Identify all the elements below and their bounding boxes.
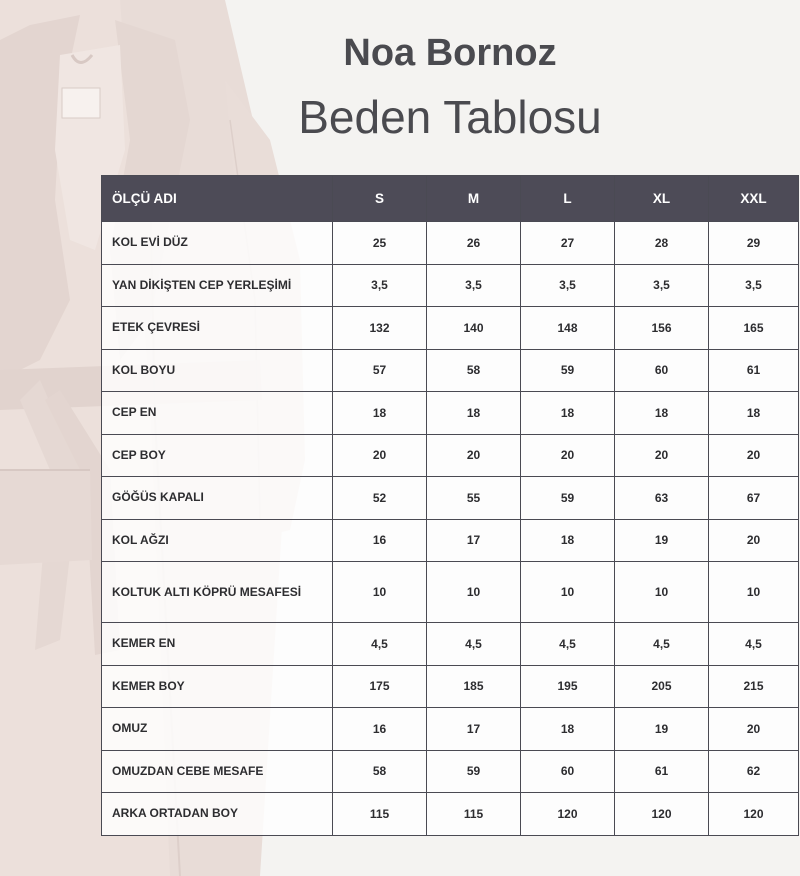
table-row <box>102 477 799 520</box>
table-cell: 63 <box>615 477 709 520</box>
table-cell: 58 <box>427 349 521 392</box>
table-cell: 4,5 <box>333 623 427 666</box>
table-cell: 148 <box>521 307 615 350</box>
table-cell: 55 <box>427 477 521 520</box>
table-cell: 3,5 <box>521 264 615 307</box>
table-cell: 205 <box>615 665 709 708</box>
table-cell: 18 <box>709 392 799 435</box>
table-cell: 20 <box>615 434 709 477</box>
column-header: M <box>427 176 521 222</box>
table-row <box>102 434 799 477</box>
table-cell: 165 <box>709 307 799 350</box>
table-cell: 3,5 <box>333 264 427 307</box>
table-cell: 115 <box>427 793 521 836</box>
table-cell: 60 <box>615 349 709 392</box>
table-cell: 195 <box>521 665 615 708</box>
size-chart-table <box>101 175 799 836</box>
brand-title: Noa Bornoz <box>343 32 557 74</box>
table-cell: 18 <box>521 392 615 435</box>
table-cell: 26 <box>427 222 521 265</box>
page-subtitle: Beden Tablosu <box>298 91 602 143</box>
table-cell: 3,5 <box>615 264 709 307</box>
table-cell: 3,5 <box>709 264 799 307</box>
table-cell: 4,5 <box>521 623 615 666</box>
row-label: KOLTUK ALTI KÖPRÜ MESAFESİ <box>102 562 333 623</box>
table-cell: 4,5 <box>709 623 799 666</box>
table-cell: 4,5 <box>615 623 709 666</box>
row-label: KEMER BOY <box>102 665 333 708</box>
table-cell: 120 <box>521 793 615 836</box>
row-label: OMUZDAN CEBE MESAFE <box>102 750 333 793</box>
column-header: S <box>333 176 427 222</box>
table-row <box>102 307 799 350</box>
row-label: CEP BOY <box>102 434 333 477</box>
table-cell: 28 <box>615 222 709 265</box>
table-cell: 52 <box>333 477 427 520</box>
table-cell: 59 <box>427 750 521 793</box>
row-label: CEP EN <box>102 392 333 435</box>
table-cell: 10 <box>427 562 521 623</box>
table-row <box>102 665 799 708</box>
table-cell: 10 <box>521 562 615 623</box>
table-cell: 67 <box>709 477 799 520</box>
table-row <box>102 264 799 307</box>
table-cell: 60 <box>521 750 615 793</box>
row-label: KOL EVİ DÜZ <box>102 222 333 265</box>
column-header: XXL <box>709 176 799 222</box>
table-row <box>102 708 799 751</box>
table-cell: 57 <box>333 349 427 392</box>
table-cell: 175 <box>333 665 427 708</box>
table-cell: 18 <box>615 392 709 435</box>
table-cell: 18 <box>521 519 615 562</box>
column-header: ÖLÇÜ ADI <box>102 176 333 222</box>
table-cell: 215 <box>709 665 799 708</box>
table-cell: 10 <box>709 562 799 623</box>
row-label: YAN DİKİŞTEN CEP YERLEŞİMİ <box>102 264 333 307</box>
table-cell: 18 <box>521 708 615 751</box>
table-row <box>102 349 799 392</box>
table-cell: 19 <box>615 519 709 562</box>
table-cell: 25 <box>333 222 427 265</box>
table-cell: 20 <box>427 434 521 477</box>
table-row <box>102 750 799 793</box>
table-header-row <box>102 176 799 222</box>
row-label: KOL AĞZI <box>102 519 333 562</box>
table-cell: 17 <box>427 708 521 751</box>
table-row <box>102 562 799 623</box>
table-row <box>102 222 799 265</box>
table-cell: 10 <box>615 562 709 623</box>
row-label: KOL BOYU <box>102 349 333 392</box>
table-cell: 58 <box>333 750 427 793</box>
row-label: GÖĞÜS KAPALI <box>102 477 333 520</box>
table-cell: 120 <box>615 793 709 836</box>
table-cell: 18 <box>427 392 521 435</box>
table-cell: 115 <box>333 793 427 836</box>
table-cell: 20 <box>709 708 799 751</box>
table-cell: 20 <box>521 434 615 477</box>
table-cell: 20 <box>709 519 799 562</box>
table-cell: 59 <box>521 477 615 520</box>
table-cell: 185 <box>427 665 521 708</box>
table-cell: 61 <box>709 349 799 392</box>
table-cell: 140 <box>427 307 521 350</box>
table-cell: 156 <box>615 307 709 350</box>
table-cell: 27 <box>521 222 615 265</box>
table-cell: 16 <box>333 519 427 562</box>
table-cell: 120 <box>709 793 799 836</box>
table-cell: 132 <box>333 307 427 350</box>
table-row <box>102 392 799 435</box>
row-label: ARKA ORTADAN BOY <box>102 793 333 836</box>
table-cell: 3,5 <box>427 264 521 307</box>
table-cell: 16 <box>333 708 427 751</box>
table-cell: 19 <box>615 708 709 751</box>
table-row <box>102 623 799 666</box>
row-label: OMUZ <box>102 708 333 751</box>
table-cell: 59 <box>521 349 615 392</box>
column-header: L <box>521 176 615 222</box>
table-cell: 62 <box>709 750 799 793</box>
table-cell: 4,5 <box>427 623 521 666</box>
column-header: XL <box>615 176 709 222</box>
table-cell: 20 <box>709 434 799 477</box>
table-row <box>102 519 799 562</box>
table-cell: 10 <box>333 562 427 623</box>
row-label: KEMER EN <box>102 623 333 666</box>
table-row <box>102 793 799 836</box>
table-body <box>102 222 799 836</box>
table-cell: 20 <box>333 434 427 477</box>
table-cell: 29 <box>709 222 799 265</box>
table-cell: 61 <box>615 750 709 793</box>
table-cell: 17 <box>427 519 521 562</box>
table-cell: 18 <box>333 392 427 435</box>
row-label: ETEK ÇEVRESİ <box>102 307 333 350</box>
